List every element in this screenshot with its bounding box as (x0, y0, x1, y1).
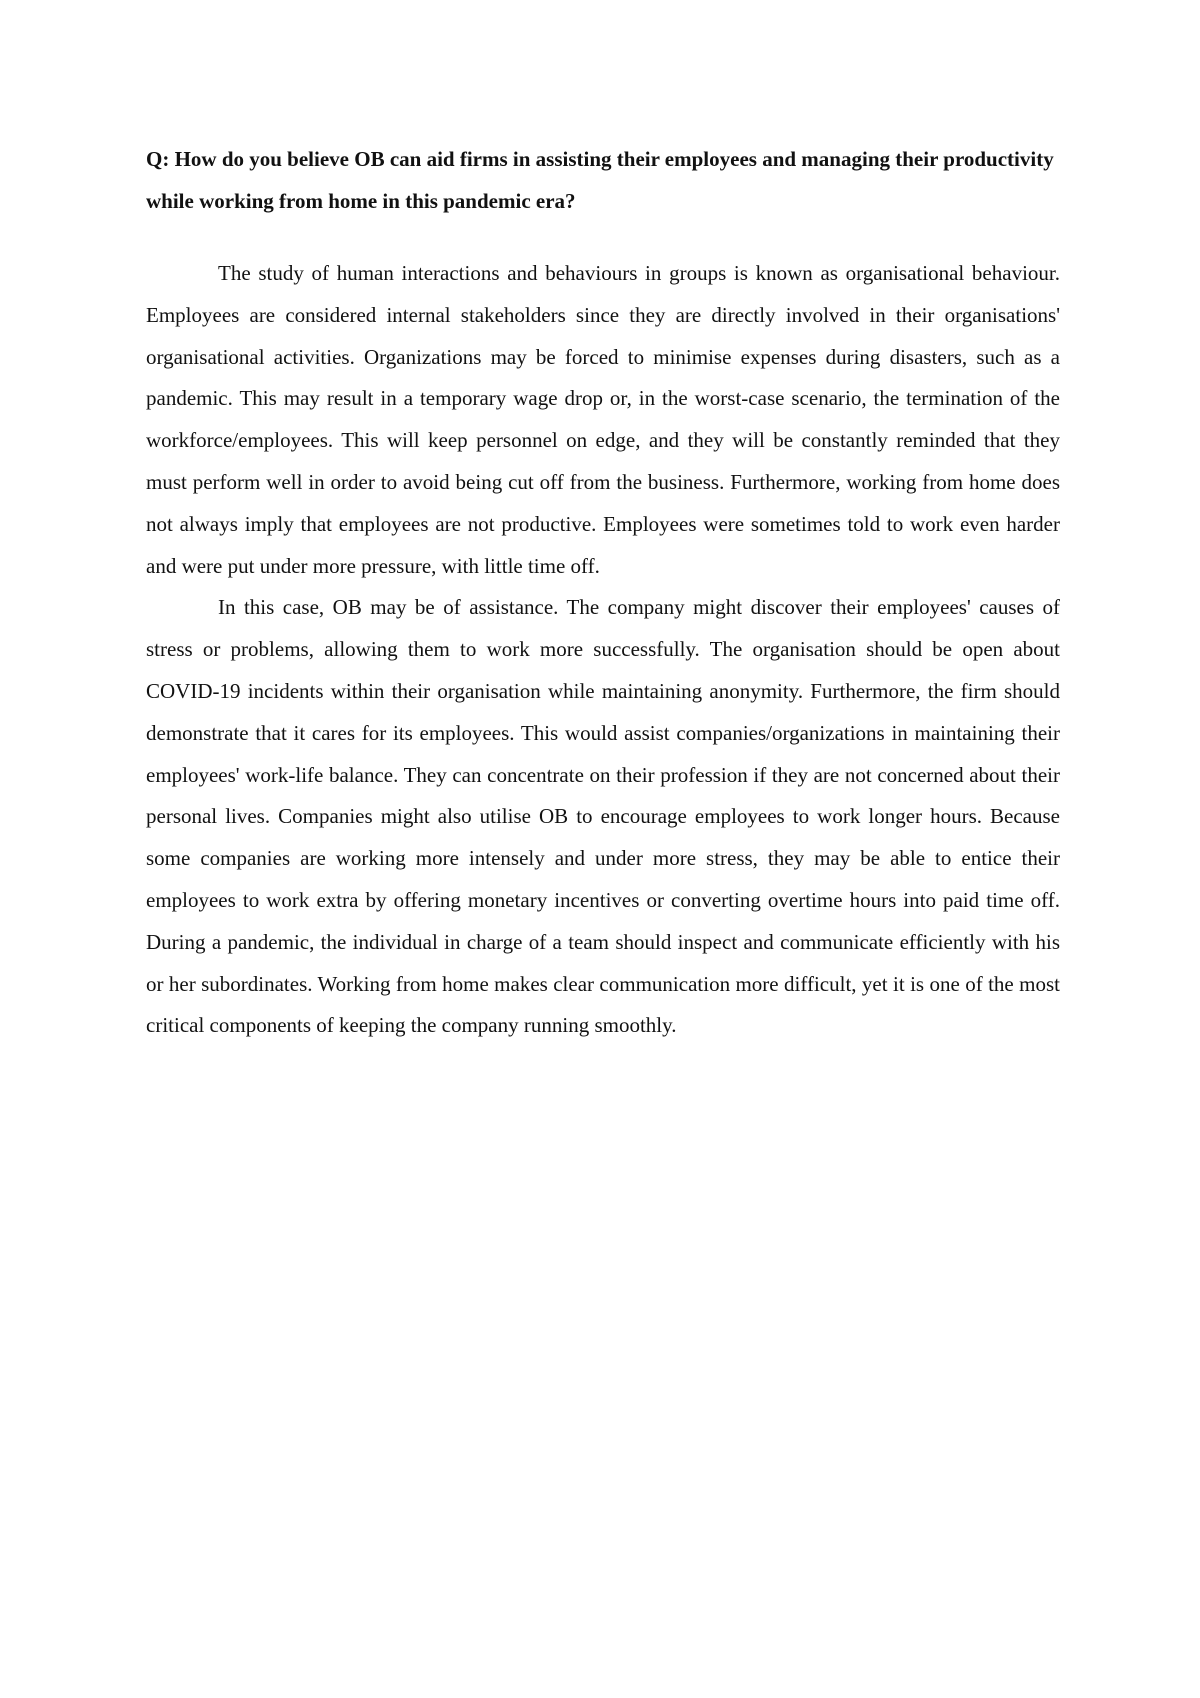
document-body (146, 138, 1060, 1047)
paragraph-2: In this case, OB may be of assistance. The company might discover their employees' causes of stress or problems, allowing them to work more successfully. The organisation should be open about COVID-19 incidents within their organisation while maintaining anonymity. Furthermore, the firm should demonstrate that it cares for its employees. This would assist companies/organizations in maintaining their employees' work-life balance. They can concentrate on their profession if they are not concerned about their personal lives. Companies might also utilise OB to encourage employees to work longer hours. Because some companies are working more intensely and under more stress, they may be able to entice their employees to work extra by offering monetary incentives or converting overtime hours into paid time off. During a pandemic, the individual in charge of a team should inspect and communicate efficiently with his or her subordinates. Working from home makes clear communication more difficult, yet it is one of the most critical components of keeping the company running smoothly. (146, 595, 1060, 1038)
question-heading: Q: How do you believe OB can aid firms in assisting their employees and managing their productivity while working from home in this pandemic era? (146, 147, 1054, 213)
paragraph-1: The study of human interactions and behaviours in groups is known as organisational behaviour. Employees are considered internal stakeholders since they are directly involved in their organisations' organisational activities. Organizations may be forced to minimise expenses during disasters, such as a pandemic. This may result in a temporary wage drop or, in the worst-case scenario, the termination of the workforce/employees. This will keep personnel on edge, and they will be constantly reminded that they must perform well in order to avoid being cut off from the business. Furthermore, working from home does not always imply that employees are not productive. Employees were sometimes told to work even harder and were put under more pressure, with little time off. (146, 261, 1060, 578)
